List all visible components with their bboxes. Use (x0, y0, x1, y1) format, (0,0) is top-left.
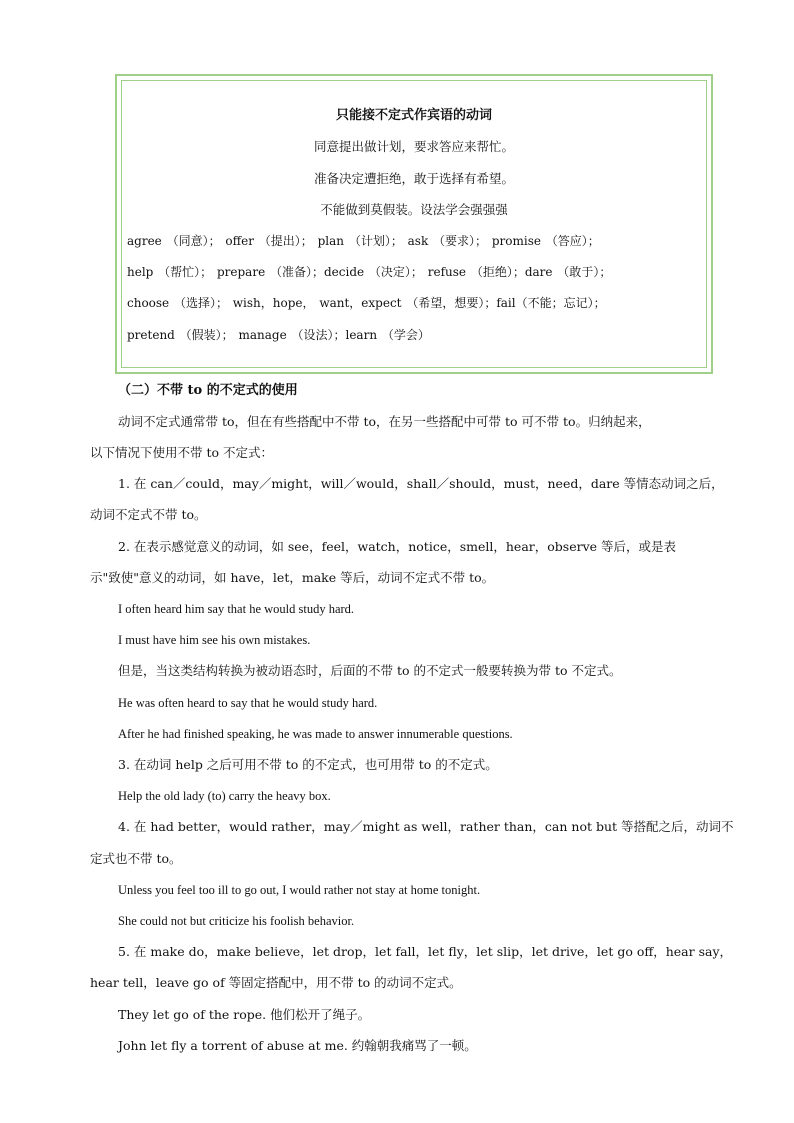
paragraph-line: 动词不定式通常带 to，但在有些搭配中不带 to，在另一些搭配中可带 to 可不带 to。归纳起来， (118, 414, 651, 429)
example-sentence: She could not but criticize his foolish behavior. (118, 914, 355, 928)
rule-3-line: 3. 在动词 help 之后可用不带 to 的不定式，也可用带 to 的不定式。 (118, 757, 498, 772)
rule-1-line: 1. 在 can／could，may／might，will／would，shall／should，must，need，dare 等情态动词之后， (118, 476, 724, 491)
box-title: 只能接不定式作宾语的动词 (335, 108, 492, 123)
verb-list-line-4: pretend （假装）； manage （设法）；learn （学会） (127, 328, 430, 342)
paragraph-line: 以下情况下使用不带 to 不定式： (90, 445, 273, 460)
rule-5-line: hear tell，leave go of 等固定搭配中，用不带 to 的动词不定式。 (90, 975, 462, 990)
example-sentence: John let fly a torrent of abuse at me. 约翰朝我痛骂了一顿。 (118, 1038, 477, 1053)
rule-2-line: 示"致使"意义的动词，如 have，let，make 等后，动词不定式不带 to。 (90, 570, 495, 585)
rule-1-line: 动词不定式不带 to。 (90, 507, 207, 522)
example-sentence: I often heard him say that he would study hard. (118, 602, 355, 616)
rule-2-line: 2. 在表示感觉意义的动词，如 see，feel，watch，notice，smell，hear，observe 等后，或是表 (118, 539, 677, 554)
example-sentence: Help the old lady (to) carry the heavy box. (118, 789, 331, 803)
rule-4-line: 4. 在 had better，would rather，may／might as well，rather than，can not but 等搭配之后，动词不 (118, 819, 734, 834)
verb-list-line-3: choose （选择）； wish，hope， want，expect （希望，想要）；fail（不能；忘记）； (127, 296, 606, 310)
mnemonic-line-2: 准备决定遭拒绝，敢于选择有希望。 (313, 171, 514, 186)
example-sentence: They let go of the rope. 他们松开了绳子。 (118, 1007, 371, 1022)
rule-5-line: 5. 在 make do，make believe，let drop，let fall，let fly，let slip，let drive，let go off，hear say， (118, 944, 733, 959)
rule-4-line: 定式也不带 to。 (90, 851, 182, 866)
note-line: 但是，当这类结构转换为被动语态时，后面的不带 to 的不定式一般要转换为带 to 不定式。 (118, 663, 622, 678)
mnemonic-line-3: 不能做到莫假装。设法学会强强强 (320, 202, 508, 217)
verb-list-line-1: agree （同意）； offer （提出）； plan （计划）； ask （要求）； promise （答应）； (127, 234, 600, 248)
section-heading: （二）不带 to 的不定式的使用 (118, 383, 298, 398)
example-sentence: I must have him see his own mistakes. (118, 633, 311, 647)
example-sentence: Unless you feel too ill to go out, I would rather not stay at home tonight. (118, 883, 481, 897)
example-sentence: After he had finished speaking, he was made to answer innumerable questions. (118, 727, 513, 741)
verb-list-line-2: help （帮忙）； prepare （准备）；decide （决定）； refuse （拒绝）；dare （敢于）； (127, 265, 612, 279)
mnemonic-line-1: 同意提出做计划，要求答应来帮忙。 (313, 139, 514, 154)
example-sentence: He was often heard to say that he would study hard. (118, 696, 378, 710)
